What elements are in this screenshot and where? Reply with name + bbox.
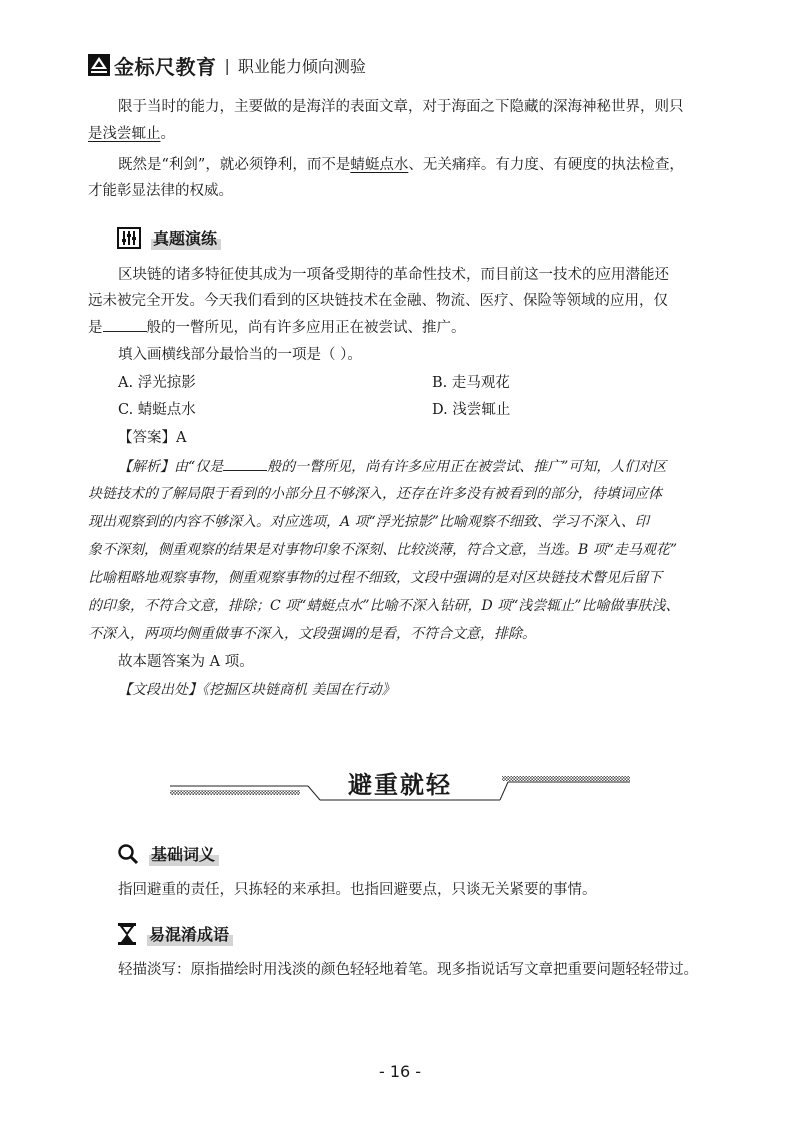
- question-line1: 区块链的诸多特征使其成为一项备受期待的革命性技术，而目前这一技术的应用潜能还: [118, 267, 669, 283]
- hourglass-icon: [117, 922, 137, 946]
- intro-p1-line1: 限于当时的能力，主要做的是海洋的表面文章，对于海面之下隐藏的深海神秘世界，则只: [118, 99, 684, 115]
- basic-meaning-title: 基础词义: [149, 842, 219, 866]
- analysis-conclusion: 故本题答案为 A 项。: [118, 654, 254, 670]
- analysis-line2: 块链技术的了解局限于看到的小部分且不够深入，还存在许多没有被看到的部分，待填词应体: [88, 486, 662, 502]
- question-prompt: 填入画横线部分最恰当的一项是（ ）。: [118, 347, 362, 363]
- underlined-phrase: 是浅尝辄止: [88, 126, 161, 142]
- page-number: - 16 -: [378, 1062, 422, 1081]
- practice-title: 真题演练: [151, 226, 221, 250]
- confusable-heading: [117, 922, 233, 946]
- confusable-title: 易混淆成语: [147, 922, 233, 946]
- confusable-text: 轻描淡写：原指描绘时用浅淡的颜色轻轻地着笔。现多指说话写文章把重要问题轻轻带过。: [118, 962, 698, 978]
- page-header: [88, 52, 366, 78]
- fill-blank: [223, 456, 267, 471]
- option-d: D. 浅尝辄止: [432, 402, 511, 418]
- practice-heading: [117, 226, 221, 250]
- intro-p2-line1: 既然是“利剑”，就必须铮利，而不是蜻蜓点水、无关痛痒。有力度、有硬度的执法检查，: [118, 157, 684, 173]
- underlined-phrase: 蜻蜓点水: [350, 157, 409, 173]
- magnifier-icon: [117, 843, 139, 865]
- answer: 【答案】A: [118, 430, 187, 446]
- analysis-line3: 现出观察到的内容不够深入。对应选项，A 项“浮光掠影”比喻观察不细致、学习不深入、印: [88, 514, 649, 530]
- basic-meaning-text: 指回避重的责任，只拣轻的来承担。也指回避要点，只谈无关紧要的事情。: [118, 882, 597, 898]
- brand-logo-icon: [88, 54, 110, 76]
- idiom-title: 避重就轻: [348, 770, 452, 799]
- analysis-line4: 象不深刻，侧重观察的结果是对事物印象不深刻、比较淡薄，符合文意，当选。B 项“走马观花”: [88, 542, 678, 558]
- intro-p2-line2: 才能彰显法律的权威。: [88, 183, 233, 199]
- sliders-icon: [117, 227, 141, 249]
- fill-blank: [103, 317, 147, 332]
- option-a: A. 浮光掠影: [118, 375, 196, 391]
- question-line3: 是 般的一瞥所见，尚有许多应用正在被尝试、推广。: [88, 317, 466, 338]
- basic-meaning-heading: [117, 842, 219, 866]
- header-separator: |: [224, 55, 230, 75]
- analysis-line5: 比喻粗略地观察事物，侧重观察事物的过程不细致，文段中强调的是对区块链技术瞥见后留下: [88, 570, 662, 586]
- analysis-source: 【文段出处】《挖掘区块链商机 美国在行动》: [118, 682, 396, 698]
- analysis-line1: 【解析】由“仅是 般的一瞥所见，尚有许多应用正在被尝试、推广”可知，人们对区: [118, 456, 666, 477]
- analysis-line7: 不深入，两项均侧重做事不深入，文段强调的是看，不符合文意，排除。: [88, 626, 536, 642]
- analysis-line6: 的印象，不符合文意，排除；C 项“蜻蜓点水”比喻不深入钻研，D 项“浅尝辄止”比喻做事肤浅、: [88, 598, 680, 614]
- brand-name: 金标尺教育: [114, 54, 217, 79]
- question-line2: 远未被完全开发。今天我们看到的区块链技术在金融、物流、医疗、保险等领域的应用，仅: [88, 293, 668, 309]
- intro-p1-line2: 是浅尝辄止。: [88, 126, 175, 142]
- header-subtitle: 职业能力倾向测验: [237, 56, 366, 76]
- option-c: C. 蜻蜓点水: [118, 402, 196, 418]
- option-b: B. 走马观花: [432, 375, 510, 391]
